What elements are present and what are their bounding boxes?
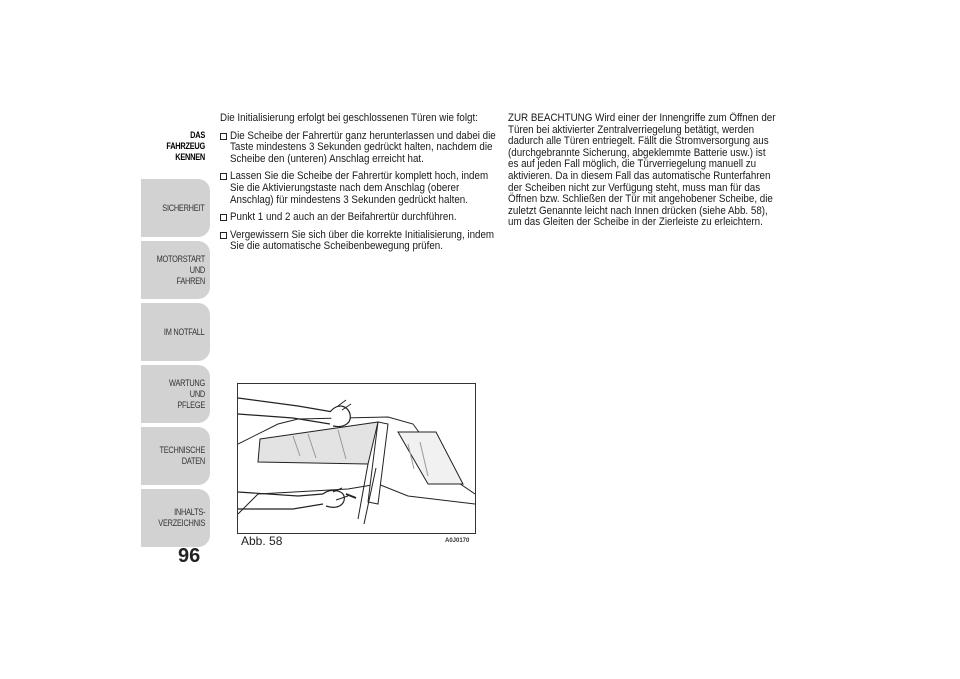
tab-motorstart-und-fahren[interactable] xyxy=(141,241,210,299)
tab-label: MOTORSTART UND FAHREN xyxy=(156,253,205,286)
figure-code: A0J0170 xyxy=(445,538,470,544)
tab-label: DAS FAHRZEUG KENNEN xyxy=(166,129,205,162)
list-item: Lassen Sie die Scheibe der Fahrertür komplett hoch, indem Sie die Aktivierungstaste nach dem Anschlag (oberer Anschlag) für mindestens 3 Sekunden gedrückt halten. xyxy=(220,171,500,206)
tab-inhaltsverzeichnis[interactable] xyxy=(141,489,210,547)
instruction-list xyxy=(220,131,500,253)
list-item: Die Scheibe der Fahrertür ganz herunterlassen und dabei die Taste mindestens 3 Sekunden gedrückt halten, nachdem die Scheibe den (unteren) Anschlag erreicht hat. xyxy=(220,131,500,166)
tab-wartung-und-pflege[interactable] xyxy=(141,365,210,423)
figure-caption: Abb. 58 xyxy=(241,534,283,548)
car-door-window-drawing xyxy=(238,384,475,533)
tab-im-notfall[interactable] xyxy=(141,303,210,361)
car-window-illustration xyxy=(237,383,476,534)
list-item: Punkt 1 und 2 auch an der Beifahrertür durchführen. xyxy=(220,212,500,224)
checkbox-bullet-icon xyxy=(220,214,227,221)
checkbox-bullet-icon xyxy=(220,173,227,180)
tab-label: TECHNISCHE DATEN xyxy=(159,445,205,466)
right-column xyxy=(508,113,778,229)
tab-label: SICHERHEIT xyxy=(162,202,205,213)
list-item: Vergewissern Sie sich über die korrekte Initialisierung, indem Sie die automatische Scheibenbewegung prüfen. xyxy=(220,230,500,253)
note-text: ZUR BEACHTUNG Wird einer der Innengriffe zum Öffnen der Türen bei aktivierter Zentralverriegelung betätigt, werden dadurch alle Türen entriegelt. Fällt die Stromversorgung aus (durchgebrannte Sicherung, abgeklemmte Batterie usw.) ist es auf jeden Fall möglich, die Türverriegelung manuell zu aktivieren. Da in diesem Fall das automatische Runterfahren der Scheiben nicht zur Verfügung steht, muss man für das Öffnen bzw. Schließen der Tür mit angehobener Scheibe, die zuletzt Genannte leicht nach Innen drücken (siehe Abb. 58), um das Gleiten der Scheibe in der Zierleiste zu erleichtern. xyxy=(508,112,776,229)
checkbox-bullet-icon xyxy=(220,133,227,140)
tab-technische-daten[interactable] xyxy=(141,427,210,485)
tab-label: INHALTS- VERZEICHNIS xyxy=(158,507,205,528)
tab-label: IM NOTFALL xyxy=(164,326,205,337)
tab-label: WARTUNG UND PFLEGE xyxy=(168,377,205,410)
left-column xyxy=(220,113,500,259)
page-number: 96 xyxy=(178,545,201,567)
tab-das-fahrzeug-kennen[interactable] xyxy=(141,117,210,175)
intro-text: Die Initialisierung erfolgt bei geschlossenen Türen wie folgt: xyxy=(220,112,478,124)
tab-sicherheit[interactable] xyxy=(141,179,210,237)
checkbox-bullet-icon xyxy=(220,232,227,239)
